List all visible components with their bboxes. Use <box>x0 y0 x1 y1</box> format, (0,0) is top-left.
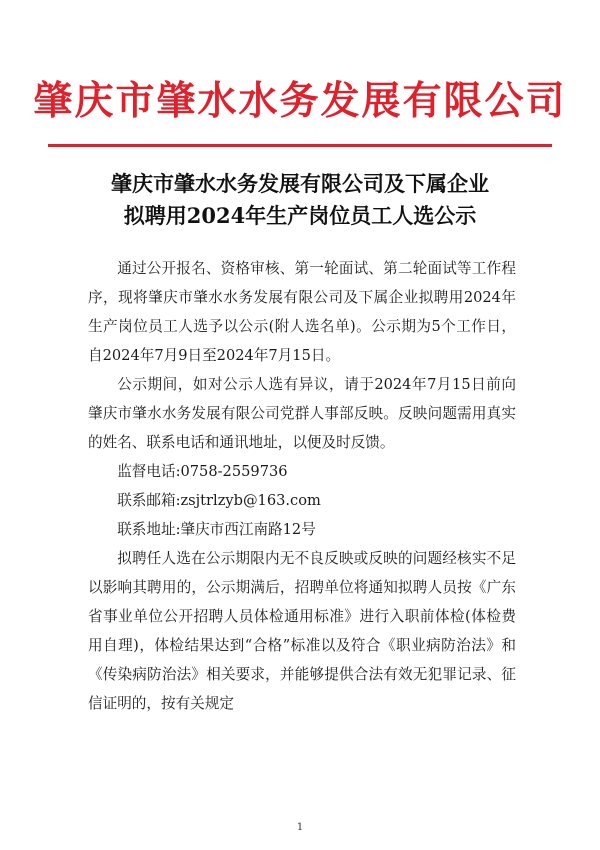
letterhead-company-name: 肇庆市肇水水务发展有限公司 <box>33 78 567 124</box>
contact-phone: 监督电话:0758-2559736 <box>117 463 288 480</box>
document-title <box>0 168 600 232</box>
letterhead-red-rule <box>48 144 552 147</box>
title-line-2: 拟聘用2024年生产岗位员工人选公示 <box>123 203 477 228</box>
paragraph-objection: 公示期间，如对公示人选有异议，请于2024年7月15日前向肇庆市肇水水务发展有限公司党群人事部反映。反映问题需用真实的姓名、联系电话和通讯地址，以便及时反馈。 <box>88 376 516 451</box>
contact-email: 联系邮箱:zsjtrlzyb@163.com <box>117 492 321 509</box>
document-body <box>88 254 516 718</box>
title-line-1: 肇庆市肇水水务发展有限公司及下属企业 <box>111 171 489 196</box>
paragraph-intro: 通过公开报名、资格审核、第一轮面试、第二轮面试等工作程序，现将肇庆市肇水水务发展有限公司及下属企业拟聘用2024年生产岗位员工人选予以公示(附人选名单)。公示期为5个工作日，自2024年7月9日至2024年7月15日。 <box>88 260 516 364</box>
page-number: 1 <box>296 822 304 833</box>
contact-address: 联系地址:肇庆市西江南路12号 <box>117 521 316 538</box>
paragraph-closing: 拟聘任人选在公示期限内无不良反映或反映的问题经核实不足以影响其聘用的，公示期满后，招聘单位将通知拟聘人员按《广东省事业单位公开招聘人员体检通用标准》进行入职前体检(体检费用自理)，体检结果达到“合格”标准以及符合《职业病防治法》和《传染病防治法》相关要求，并能够提供合法有效无犯罪记录、征信证明的，按有关规定 <box>88 550 516 712</box>
